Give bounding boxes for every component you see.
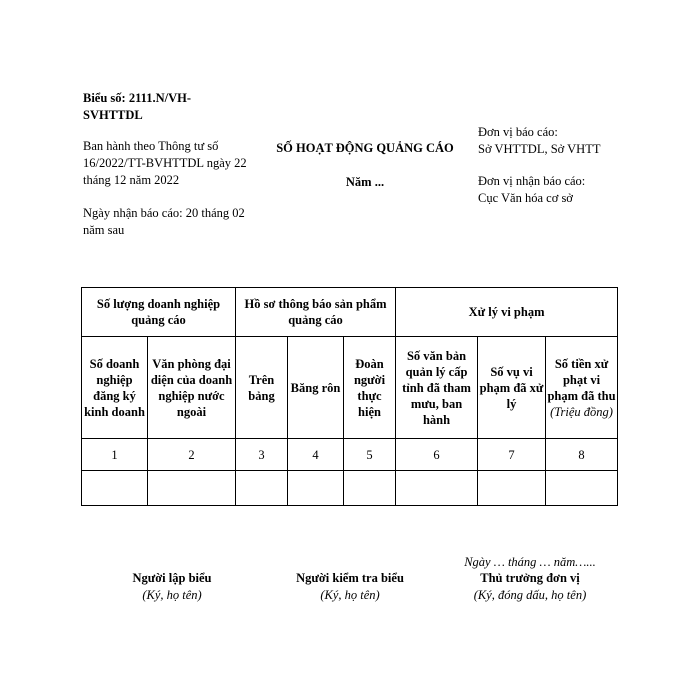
- column-header-8-unit: (Triệu đồng): [550, 404, 613, 419]
- reporting-unit-label: Đơn vị báo cáo:: [478, 125, 558, 139]
- column-number: 4: [288, 439, 344, 471]
- received-date-text: Ngày nhận báo cáo: 20 tháng 02 năm sau: [83, 206, 245, 237]
- column-header-8-label: Số tiền xử phạt vi phạm đã thu: [547, 356, 616, 403]
- column-number: 8: [546, 439, 618, 471]
- receiving-unit-value: Cục Văn hóa cơ sở: [478, 191, 573, 205]
- column-header-8: [546, 337, 618, 439]
- column-number: 3: [236, 439, 288, 471]
- report-title: SỐ HOẠT ĐỘNG QUẢNG CÁO: [276, 141, 454, 155]
- group-header-violations: Xử lý vi phạm: [396, 288, 618, 337]
- report-year: Năm ...: [345, 175, 385, 189]
- column-number: 2: [148, 439, 236, 471]
- data-cell: [148, 471, 236, 506]
- data-cell: [288, 471, 344, 506]
- column-header-1: Số doanh nghiệp đăng ký kinh doanh: [82, 337, 148, 439]
- column-header-row: [82, 337, 618, 439]
- column-header-4: Băng rôn: [288, 337, 344, 439]
- data-cell: [396, 471, 478, 506]
- receiving-unit: [478, 173, 648, 207]
- column-number-row: [82, 439, 618, 471]
- checker-note: (Ký, họ tên): [320, 588, 380, 602]
- signature-head: [440, 570, 620, 604]
- column-number: 6: [396, 439, 478, 471]
- column-number: 1: [82, 439, 148, 471]
- receiving-unit-label: Đơn vị nhận báo cáo:: [478, 174, 586, 188]
- data-row: [82, 471, 618, 506]
- data-cell: [82, 471, 148, 506]
- creator-note: (Ký, họ tên): [142, 588, 202, 602]
- signature-creator: [82, 570, 262, 604]
- reporting-unit: [478, 124, 648, 158]
- creator-title: Người lập biểu: [132, 571, 212, 585]
- head-note: (Ký, đóng dấu, họ tên): [473, 588, 587, 602]
- group-header-notification-dossiers: Hồ sơ thông báo sản phẩm quảng cáo: [236, 288, 396, 337]
- sign-date-line: Ngày … tháng … năm…...: [464, 555, 596, 569]
- report-table: [81, 287, 618, 506]
- signature-checker: [260, 570, 440, 604]
- checker-title: Người kiểm tra biểu: [296, 571, 404, 585]
- column-header-7: Số vụ vi phạm đã xử lý: [478, 337, 546, 439]
- data-cell: [478, 471, 546, 506]
- column-header-3: Trên bảng: [236, 337, 288, 439]
- data-cell: [546, 471, 618, 506]
- column-header-2: Văn phòng đại diện của doanh nghiệp nước ngoài: [148, 337, 236, 439]
- data-cell: [236, 471, 288, 506]
- column-header-6: Số văn bản quản lý cấp tỉnh đã tham mưu, ban hành: [396, 337, 478, 439]
- column-number: 5: [344, 439, 396, 471]
- group-header-enterprises: Số lượng doanh nghiệp quảng cáo: [82, 288, 236, 337]
- issued-by-text: Ban hành theo Thông tư số 16/2022/TT-BVHTTDL ngày 22 tháng 12 năm 2022: [83, 139, 247, 187]
- column-header-5: Đoàn người thực hiện: [344, 337, 396, 439]
- data-cell: [344, 471, 396, 506]
- column-number: 7: [478, 439, 546, 471]
- group-header-row: [82, 288, 618, 337]
- reporting-unit-value: Sở VHTTDL, Sở VHTT: [478, 142, 601, 156]
- head-title: Thủ trưởng đơn vị: [480, 571, 580, 585]
- form-code: Biểu số: 2111.N/VH-SVHTTDL: [83, 91, 191, 122]
